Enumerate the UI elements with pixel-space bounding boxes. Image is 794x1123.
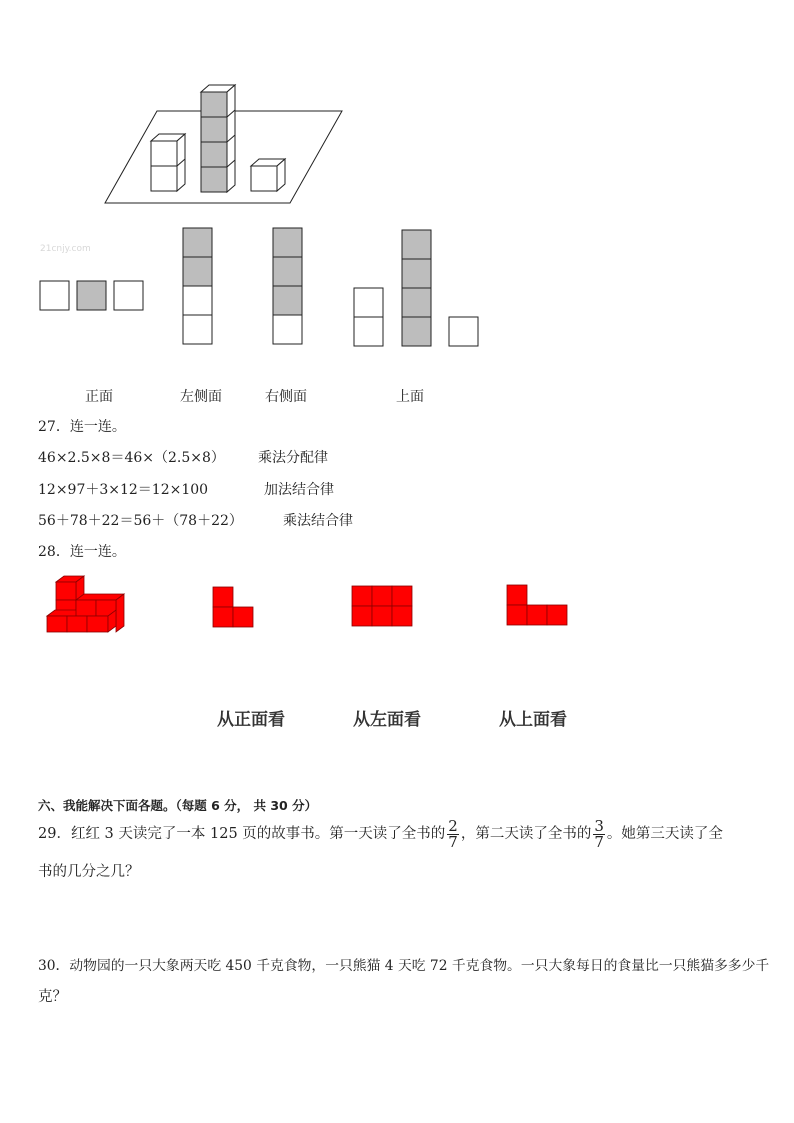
q29-line-1 — [38, 816, 723, 852]
fraction-3-7 — [593, 816, 605, 851]
view-label-right-side: 右侧面 — [265, 389, 307, 405]
right-side-view — [273, 228, 302, 344]
cube-single-right — [251, 159, 285, 191]
red-cube-solid — [44, 574, 126, 634]
red-view-l-shape — [212, 586, 256, 628]
red-view-long-l — [506, 584, 568, 626]
label-left-view: 从左面看 — [353, 710, 421, 730]
q29-line-2: 书的几分之几？ — [38, 864, 140, 880]
red-view-grid — [351, 585, 413, 627]
left-side-view — [183, 228, 212, 344]
q27-law-1: 乘法分配律 — [258, 450, 328, 466]
watermark: 21cnjy.com — [40, 244, 91, 254]
q29-text-2: ，第二天读了全书的 — [460, 826, 592, 842]
label-front-view: 从正面看 — [217, 710, 285, 730]
cubes-on-plane-figure — [100, 80, 350, 210]
view-label-top: 上面 — [396, 389, 424, 405]
cube-stack-middle — [201, 85, 235, 192]
q27-law-3: 乘法结合律 — [283, 513, 353, 529]
fraction-3-7-numerator: 3 — [594, 816, 604, 835]
fraction-3-7-denominator: 7 — [594, 832, 604, 851]
q27-law-2: 加法结合律 — [264, 482, 334, 498]
view-label-left-side: 左侧面 — [180, 389, 222, 405]
cube-stack-left — [151, 134, 185, 191]
q29-text-3: 。她第三天读了全 — [606, 826, 723, 842]
fraction-2-7-denominator: 7 — [448, 832, 458, 851]
view-diagrams — [38, 226, 483, 350]
q30-line-1: 30．动物园的一只大象两天吃 450 千克食物，一只熊猫 4 天吃 72 千克食物。一只大象每日的食量比一只熊猫多多少千 — [38, 958, 770, 974]
q27-title: 27．连一连。 — [38, 419, 126, 435]
front-view — [40, 281, 143, 310]
q30-line-2: 克？ — [38, 989, 67, 1005]
q27-expr-3: 56＋78＋22＝56＋（78＋22） — [38, 513, 243, 529]
section-6-heading: 六、我能解决下面各题。（每题 6 分， 共 30 分） — [38, 798, 318, 813]
label-top-view: 从上面看 — [499, 710, 567, 730]
view-label-front: 正面 — [85, 389, 113, 405]
fraction-2-7 — [447, 816, 459, 851]
fraction-2-7-numerator: 2 — [448, 816, 458, 835]
q29-text-1: 29．红红 3 天读完了一本 125 页的故事书。第一天读了全书的 — [38, 826, 446, 842]
q27-expr-2: 12×97＋3×12＝12×100 — [38, 482, 209, 498]
q27-expr-1: 46×2.5×8＝46×（2.5×8） — [38, 450, 225, 466]
q28-title: 28．连一连。 — [38, 544, 126, 560]
top-view — [354, 230, 478, 346]
